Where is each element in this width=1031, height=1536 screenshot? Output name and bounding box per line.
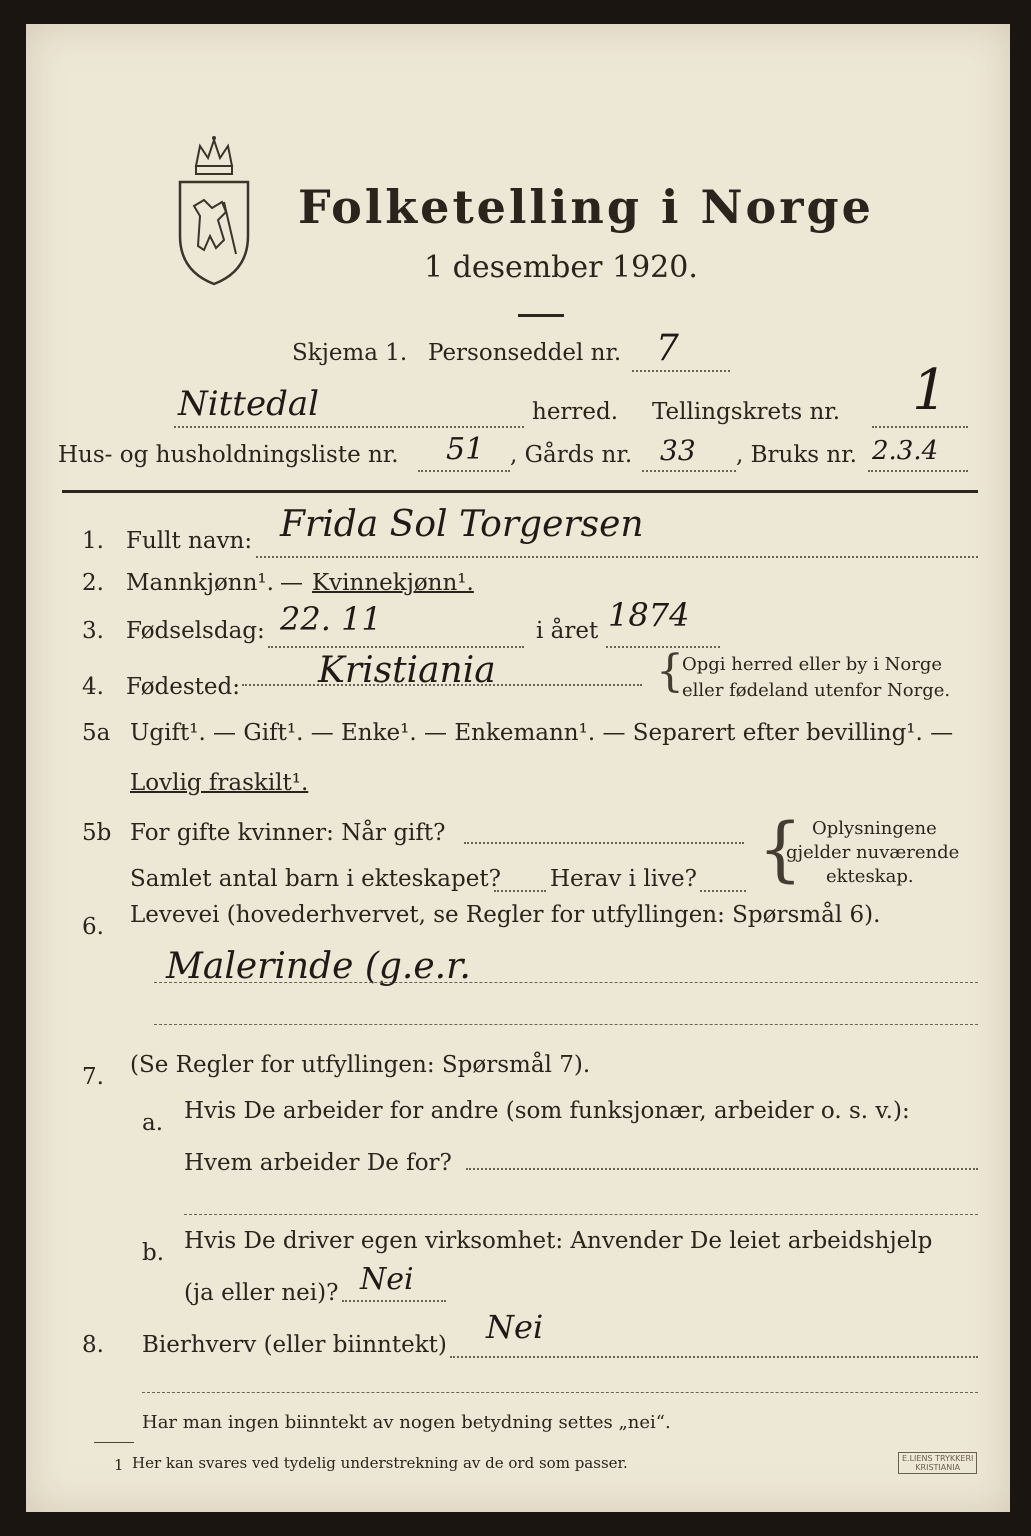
herred-value[interactable]: Nittedal <box>178 384 319 424</box>
q3-label: Fødselsdag: <box>126 618 265 644</box>
q8-number: 8. <box>82 1332 104 1358</box>
bruks-line <box>868 470 968 472</box>
gards-label: , Gårds nr. <box>510 442 633 468</box>
q5b-children-label: Samlet antal barn i ekteskapet? <box>130 866 501 892</box>
q7b-answer-line <box>342 1300 446 1302</box>
q4-label: Fødested: <box>126 674 241 700</box>
header-divider <box>62 490 978 493</box>
q5b-brace: { <box>758 808 803 890</box>
printer-stamp-line2: KRISTIANIA <box>915 1463 961 1472</box>
tellingskrets-value[interactable]: 1 <box>912 358 948 423</box>
q5b-line1 <box>464 842 744 844</box>
personseddel-line <box>632 370 730 372</box>
q5b-label: For gifte kvinner: Når gift? <box>130 820 446 846</box>
q6-number: 6. <box>82 914 104 940</box>
q8-line2 <box>142 1392 978 1393</box>
hus-value[interactable]: 51 <box>446 432 485 467</box>
q5b-alive-label: Herav i live? <box>550 866 697 892</box>
q7-number: 7. <box>82 1064 104 1090</box>
q1-value[interactable]: Frida Sol Torgersen <box>280 504 644 545</box>
q6-line1 <box>154 982 978 983</box>
tellingskrets-label: Tellingskrets nr. <box>652 399 841 425</box>
q4-brace: { <box>656 646 684 697</box>
q1-label: Fullt navn: <box>126 528 253 554</box>
q7a-employer-line <box>466 1168 978 1170</box>
herred-line <box>174 426 524 428</box>
census-form <box>26 24 1010 1512</box>
footnote-divider <box>94 1442 134 1443</box>
q3-date-line <box>268 646 524 648</box>
q4-number: 4. <box>82 674 104 700</box>
q4-note-line1: Opgi herred eller by i Norge <box>682 654 943 675</box>
herred-label: herred. <box>532 399 619 425</box>
footnote-number: 1 <box>114 1456 124 1474</box>
hus-label: Hus- og husholdningsliste nr. <box>58 442 399 468</box>
q5a-number: 5a <box>82 720 111 746</box>
q4-note-line2: eller fødeland utenfor Norge. <box>682 680 951 701</box>
q5b-note-line2: gjelder nuværende <box>786 842 960 863</box>
q6-line2 <box>154 1024 978 1025</box>
footnote-text: Her kan svares ved tydelig understrekning av de ord som passer. <box>132 1454 628 1472</box>
bruks-value[interactable]: 2.3.4 <box>872 436 939 466</box>
form-title: Folketelling i Norge <box>298 180 874 234</box>
q1-number: 1. <box>82 528 104 554</box>
printer-stamp <box>898 1452 977 1474</box>
personseddel-value[interactable]: 7 <box>656 328 679 369</box>
q1-line <box>256 556 978 558</box>
q5b-number: 5b <box>82 820 112 846</box>
q7b-value[interactable]: Nei <box>360 1262 414 1297</box>
q4-value[interactable]: Kristiania <box>318 650 496 691</box>
q2-male-option[interactable]: Mannkjønn¹. <box>126 570 274 596</box>
q7a-letter: a. <box>142 1110 164 1136</box>
q6-label: Levevei (hovederhvervet, se Regler for utfyllingen: Spørsmål 6). <box>130 902 881 928</box>
q6-value[interactable]: Malerinde (g.e.r. <box>166 946 471 987</box>
q8-value[interactable]: Nei <box>486 1308 544 1346</box>
personseddel-label: Personseddel nr. <box>428 340 622 366</box>
q5b-note-line3: ekteskap. <box>826 866 914 887</box>
q3-value[interactable]: 22. 11 <box>280 600 382 638</box>
tellingskrets-line <box>872 426 968 428</box>
q7-label: (Se Regler for utfyllingen: Spørsmål 7). <box>130 1052 591 1078</box>
q5a-option-divorced[interactable]: Lovlig fraskilt¹. <box>130 770 309 796</box>
footer-note: Har man ingen biinntekt av nogen betydning settes „nei“. <box>142 1412 671 1433</box>
q2-female-option[interactable]: Kvinnekjønn¹. <box>312 570 474 596</box>
gards-value[interactable]: 33 <box>660 434 696 467</box>
q5b-alive-line <box>700 890 746 892</box>
q3-year-label: i året <box>536 618 599 644</box>
q5b-note-line1: Oplysningene <box>812 818 937 839</box>
q7b-label: Hvis De driver egen virksomhet: Anvender De leiet arbeidshjelp <box>184 1228 933 1254</box>
title-divider <box>518 314 564 317</box>
q5b-children-line <box>494 890 546 892</box>
coat-of-arms-icon <box>174 136 254 286</box>
q3-year-value[interactable]: 1874 <box>608 596 690 634</box>
q7a-line2 <box>184 1214 978 1215</box>
q3-number: 3. <box>82 618 104 644</box>
hus-line <box>418 470 510 472</box>
q7a-employer-label: Hvem arbeider De for? <box>184 1150 452 1176</box>
q7b-answer-label: (ja eller nei)? <box>184 1280 339 1306</box>
q7b-letter: b. <box>142 1240 165 1266</box>
gards-line <box>642 470 736 472</box>
q2-dash: — <box>280 570 303 596</box>
q5a-options[interactable]: Ugift¹. — Gift¹. — Enke¹. — Enkemann¹. — Separert efter bevilling¹. — <box>130 720 954 746</box>
q8-line <box>450 1356 978 1358</box>
q2-number: 2. <box>82 570 104 596</box>
q8-label: Bierhverv (eller biinntekt) <box>142 1332 447 1358</box>
census-date: 1 desember 1920. <box>424 250 698 285</box>
bruks-label: , Bruks nr. <box>736 442 857 468</box>
printer-stamp-line1: E.LIENS TRYKKERI <box>902 1454 974 1463</box>
q7a-label: Hvis De arbeider for andre (som funksjonær, arbeider o. s. v.): <box>184 1098 910 1124</box>
skjema-label: Skjema 1. <box>292 340 408 366</box>
